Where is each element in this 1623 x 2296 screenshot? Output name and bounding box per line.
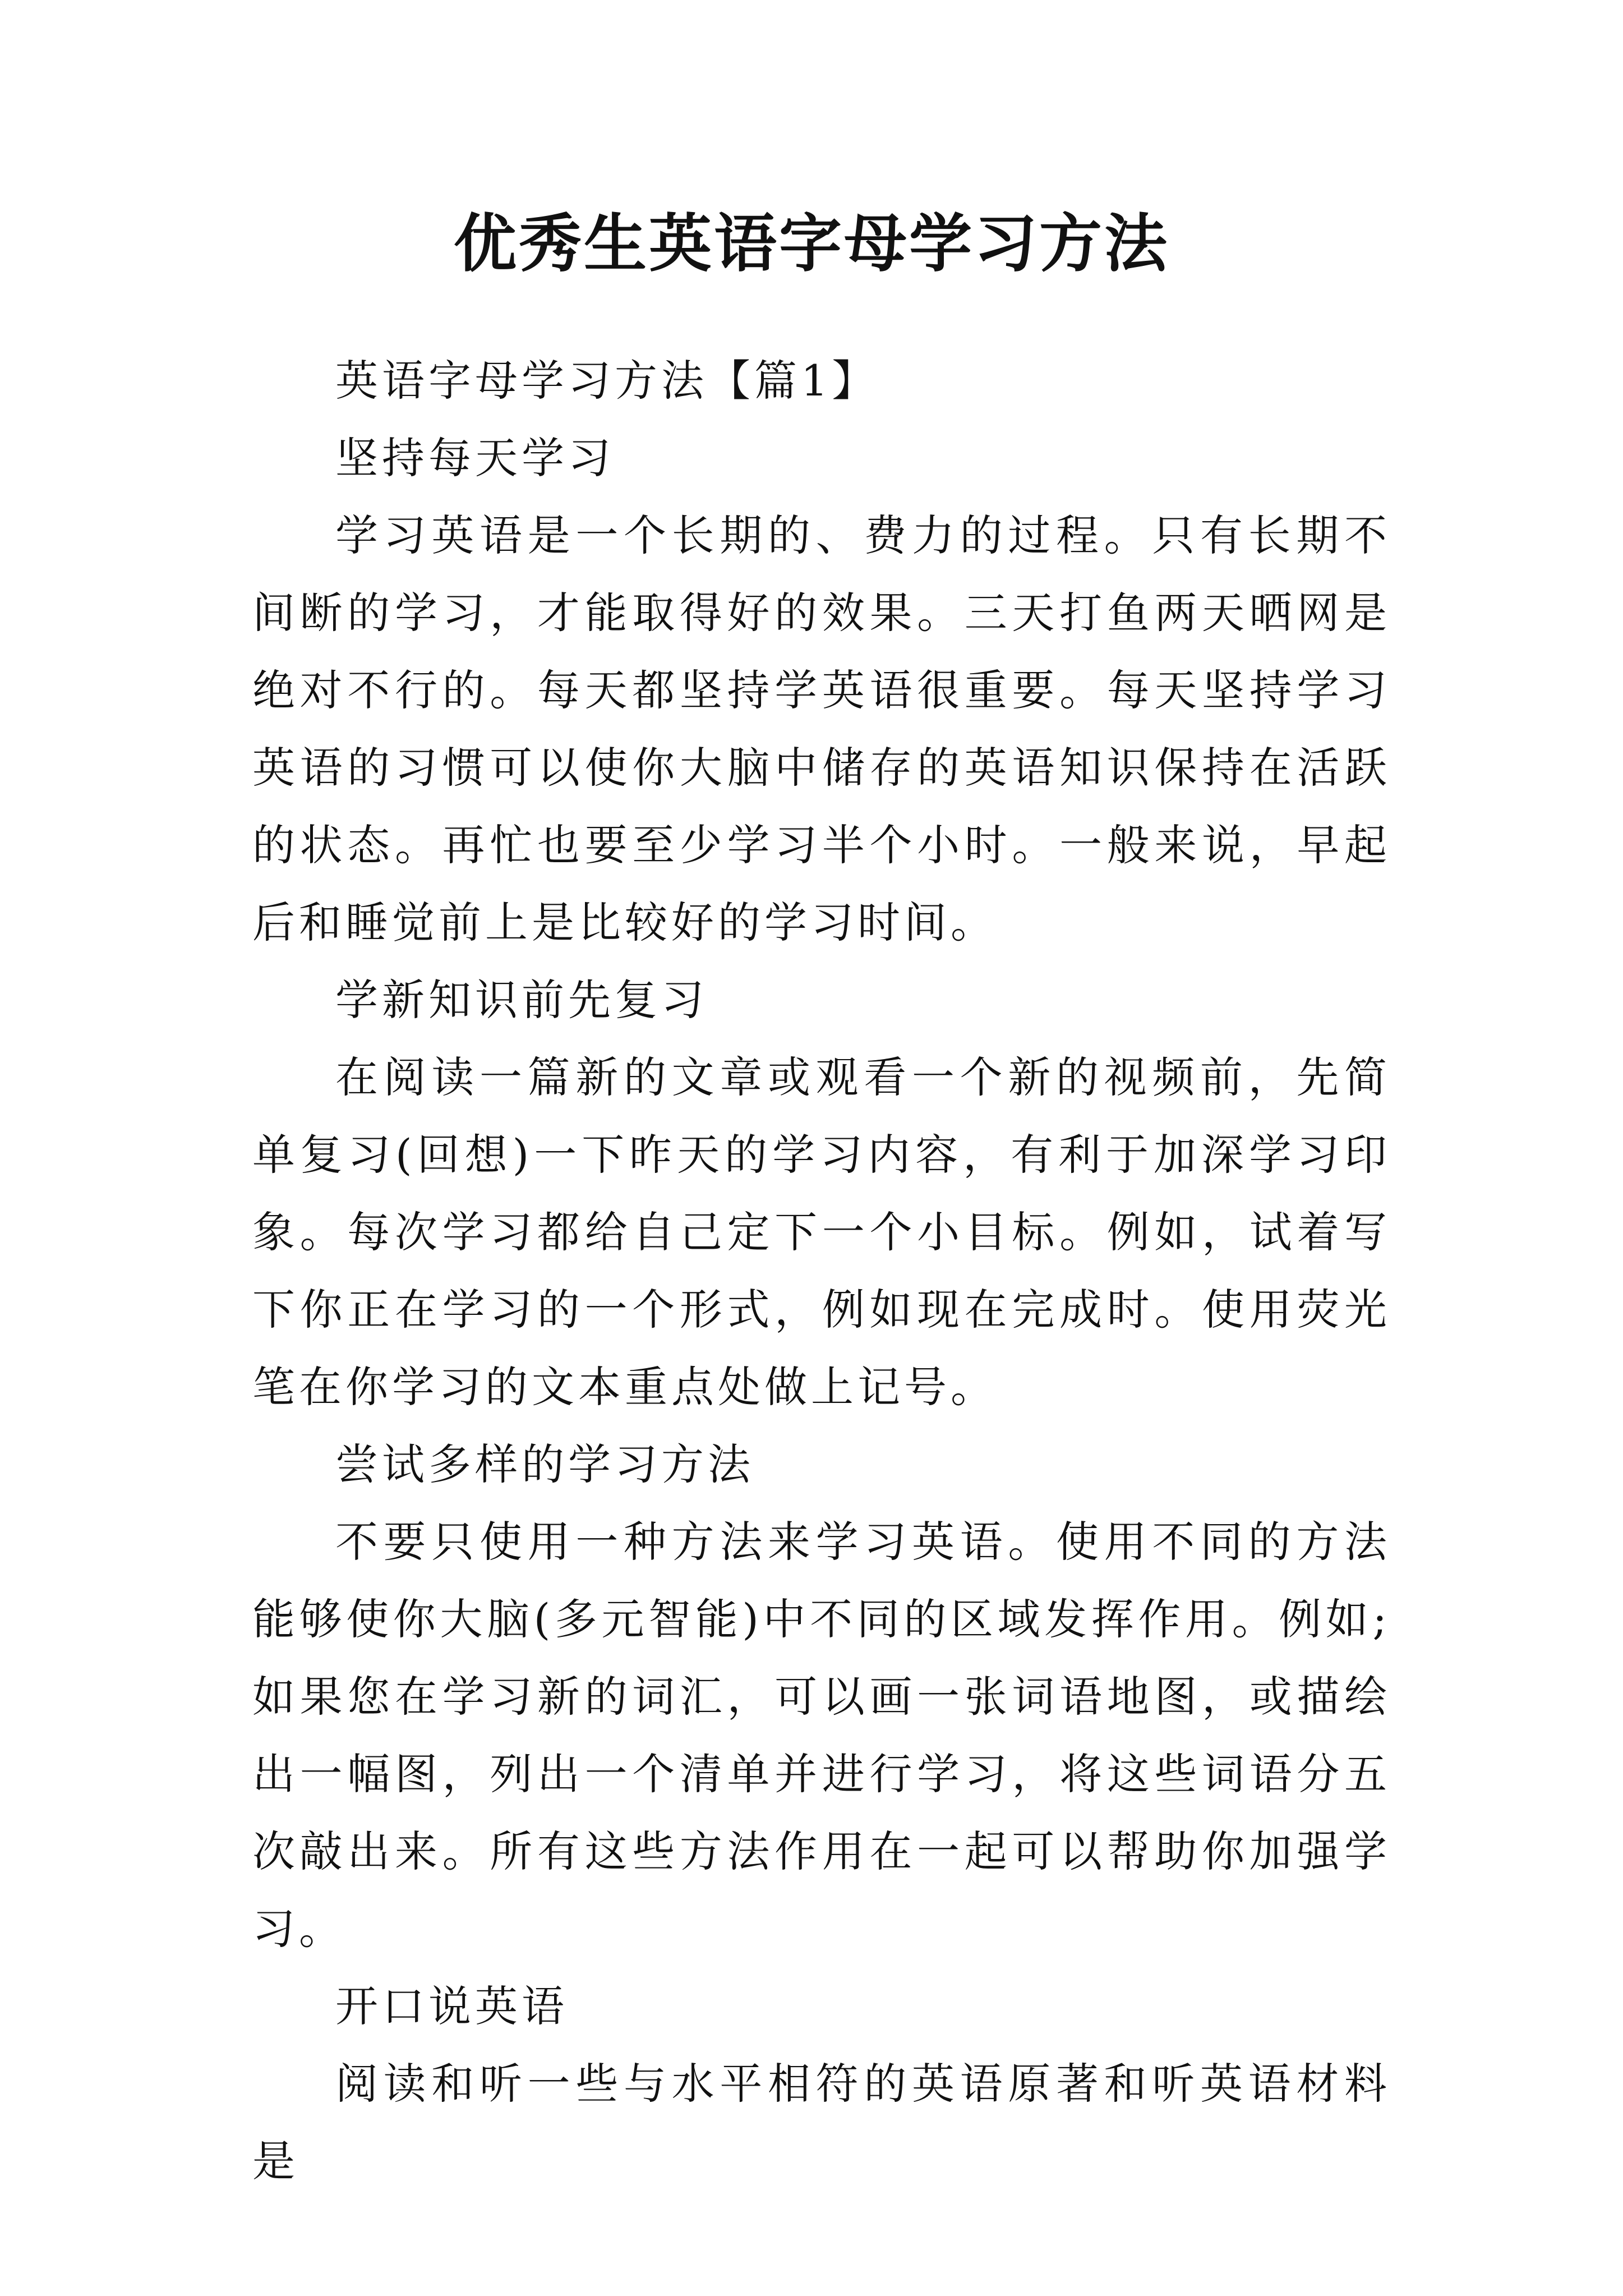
section-heading: 学新知识前先复习	[335, 975, 708, 1025]
body-paragraph: 阅读和听一些与水平相符的英语原著和听英语材料是	[252, 2059, 1391, 2186]
section-heading: 坚持每天学习	[335, 433, 615, 483]
section-heading: 尝试多样的学习方法	[335, 1439, 754, 1489]
document-title: 优秀生英语字母学习方法	[454, 207, 1169, 280]
section-heading: 开口说英语	[335, 1981, 568, 2031]
body-paragraph: 学习英语是一个长期的、费力的过程。只有长期不间断的学习，才能取得好的效果。三天打鱼两天晒网是绝对不行的。每天都坚持学英语很重要。每天坚持学习英语的习惯可以使你大脑中储存的英语知识保持在活跃的状态。再忙也要至少学习半个小时。一般来说，早起后和睡觉前上是比较好的学习时间。	[252, 510, 1391, 947]
document-body	[252, 342, 1391, 2200]
section-label: 英语字母学习方法【篇1】	[335, 356, 879, 406]
body-paragraph: 在阅读一篇新的文章或观看一个新的视频前，先简单复习(回想)一下昨天的学习内容，有利于加深学习印象。每次学习都给自己定下一个小目标。例如，试着写下你正在学习的一个形式，例如现在完成时。使用荧光笔在你学习的文本重点处做上记号。	[252, 1052, 1391, 1412]
body-paragraph: 不要只使用一种方法来学习英语。使用不同的方法能够使你大脑(多元智能)中不同的区域发挥作用。例如;如果您在学习新的词汇，可以画一张词语地图，或描绘出一幅图，列出一个清单并进行学习，将这些词语分五次敲出来。所有这些方法作用在一起可以帮助你加强学习。	[252, 1517, 1391, 1954]
